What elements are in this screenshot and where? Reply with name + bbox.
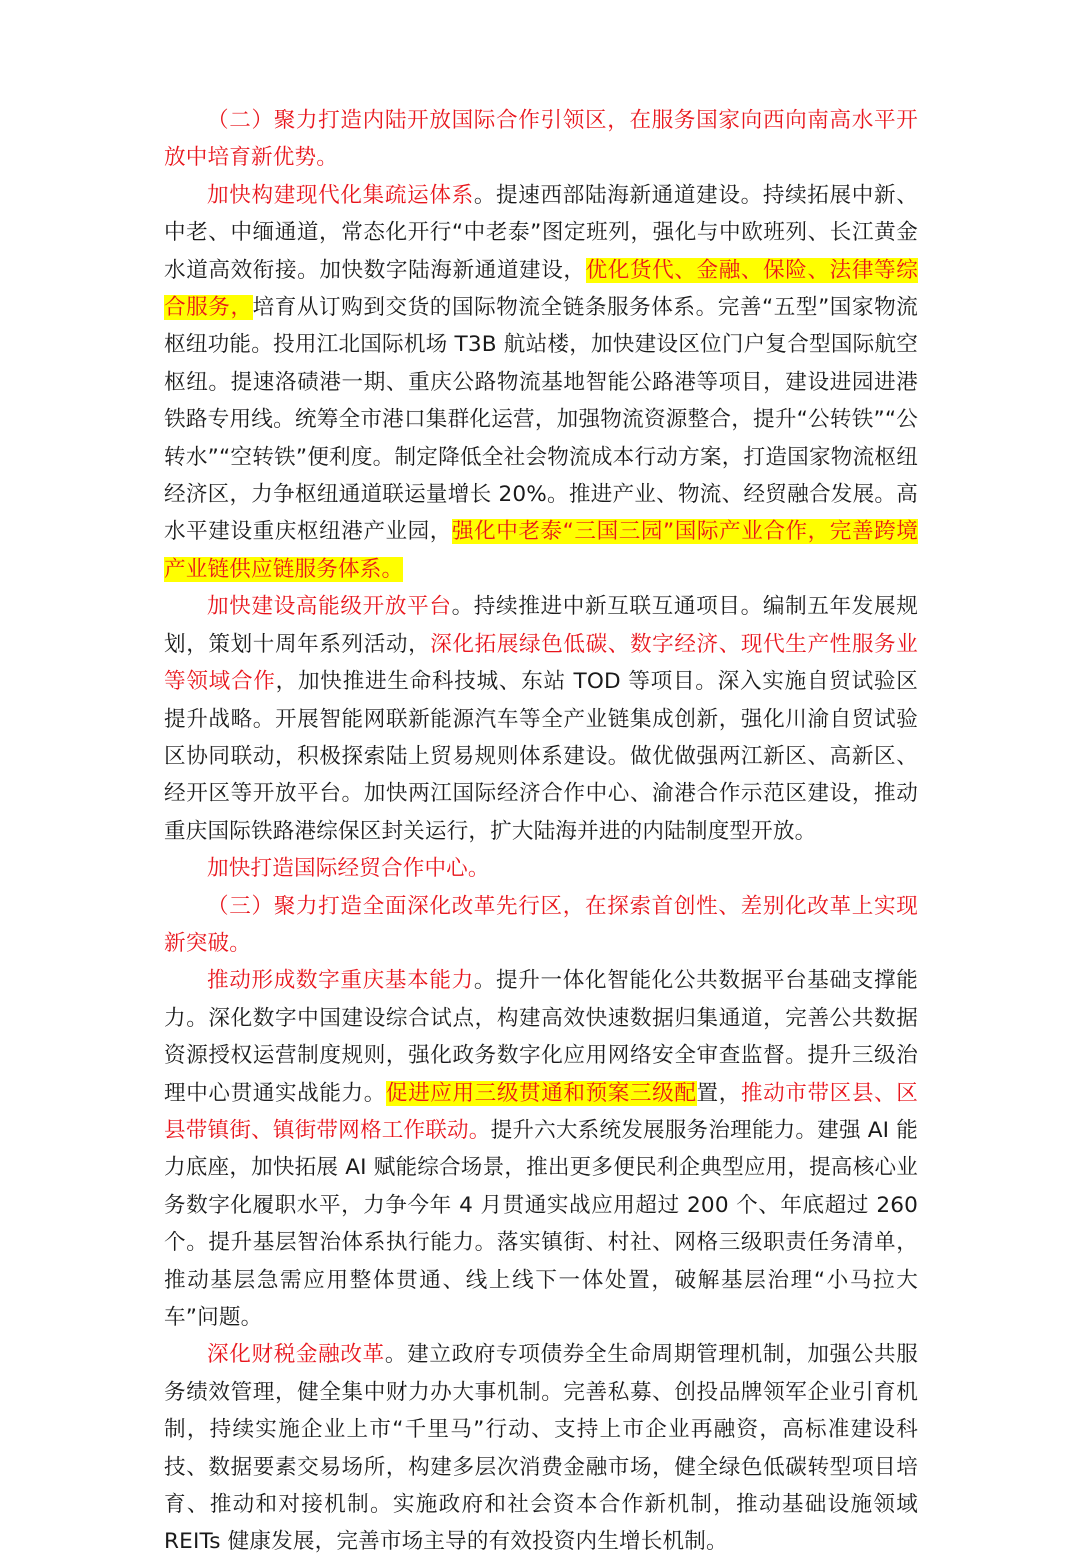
body-text: 置，	[696, 1080, 741, 1106]
document-page	[164, 102, 918, 1561]
section-heading-3	[164, 888, 918, 963]
paragraph-digital-chongqing	[164, 962, 918, 1336]
highlighted-text: 强化中老泰“三国三园”国际产业合作，完善跨境产业链供应链服务体系。	[164, 519, 918, 582]
paragraph-lead: 加快打造国际经贸合作中心。	[207, 856, 490, 882]
highlighted-text: 促进应用三级贯通和预案三级配	[385, 1080, 697, 1106]
paragraph-trade-center	[164, 850, 918, 887]
highlighted-text: 优化货代、金融、保险、法律等综合服务，	[164, 257, 918, 321]
emphasis-text: 推动市带区县、区县带镇街、镇街带网格工作联动。	[164, 1080, 918, 1143]
body-text: 。建立政府专项债券全生命周期管理机制，加强公共服务绩效管理，健全集中财力办大事机制。完善私募、创投品牌领军企业引育机制，持续实施企业上市“千里马”行动、支持上市企业再融资，高标准建设科技、数据要素交易场所，构建多层次消费金融市场，健全绿色低碳转型项目培育、推动和对接机制。实施政府和社会资本合作新机制，推动基础设施领域 REITs 健康发展，完善市场主导的有效投资内生增长机制。	[164, 1342, 918, 1555]
heading-text: （二）聚力打造内陆开放国际合作引领区，在服务国家向西向南高水平开放中培育新优势。	[164, 108, 918, 171]
body-text: ，加快推进生命科技城、东站 TOD 等项目。深入实施自贸试验区提升战略。开展智能网联新能源汽车等全产业链集成创新，强化川渝自贸试验区协同联动，积极探索陆上贸易规则体系建设。做优做强两江新区、高新区、经开区等开放平台。加快两江国际经济合作中心、渝港合作示范区建设，推动重庆国际铁路港综保区封关运行，扩大陆海并进的内陆制度型开放。	[164, 669, 918, 844]
emphasis-text: 深化拓展绿色低碳、数字经济、现代生产性服务业等领域合作	[164, 631, 918, 695]
body-text: 。提速西部陆海新通道建设。持续拓展中新、中老、中缅通道，常态化开行“中老泰”图定班列，强化与中欧班列、长江黄金水道高效衔接。加快数字陆海新通道建设，	[164, 182, 918, 283]
paragraph-lead: 深化财税金融改革	[207, 1342, 385, 1368]
body-text: 培育从订购到交货的国际物流全链条服务体系。完善“五型”国家物流枢纽功能。投用江北国际机场 T3B 航站楼，加快建设区位门户复合型国际航空枢纽。提速洛碛港一期、重庆公路物流基地智能公路港等项目，建设进园进港铁路专用线。统筹全市港口集群化运营，加强物流资源整合，提升“公转铁”“公转水”“空转铁”便利度。制定降低全社会物流成本行动方案，打造国家物流枢纽经济区，力争枢纽通道联运量增长 20%。推进产业、物流、经贸融合发展。高水平建设重庆枢纽港产业园，	[164, 295, 918, 545]
heading-text: （三）聚力打造全面深化改革先行区，在探索首创性、差别化改革上实现新突破。	[164, 893, 918, 956]
paragraph-fiscal-reform	[164, 1336, 918, 1560]
body-text: 提升六大系统发展服务治理能力。建强 AI 能力底座，加快拓展 AI 赋能综合场景，推出更多便民利企典型应用，提高核心业务数字化履职水平，力争今年 4 月贯通实战应用超过 200 个、年底超过 260 个。提升基层智治体系执行能力。落实镇街、村社、网格三级职责任务清单，推动基层急需应用整体贯通、线上线下一体处置，破解基层治理“小马拉大车”问题。	[164, 1117, 918, 1330]
body-text: 。提升一体化智能化公共数据平台基础支撑能力。深化数字中国建设综合试点，构建高效快速数据归集通道，完善公共数据资源授权运营制度规则，强化政务数字化应用网络安全审查监督。提升三级治理中心贯通实战能力。	[164, 968, 918, 1106]
paragraph-lead: 推动形成数字重庆基本能力	[207, 968, 474, 994]
paragraph-lead: 加快构建现代化集疏运体系	[207, 182, 474, 208]
section-heading-2	[164, 102, 918, 177]
paragraph-logistics-system	[164, 177, 918, 588]
body-text: 。持续推进中新互联互通项目。编制五年发展规划，策划十周年系列活动，	[164, 594, 918, 657]
paragraph-open-platform	[164, 588, 918, 850]
paragraph-lead: 加快建设高能级开放平台	[207, 594, 452, 620]
